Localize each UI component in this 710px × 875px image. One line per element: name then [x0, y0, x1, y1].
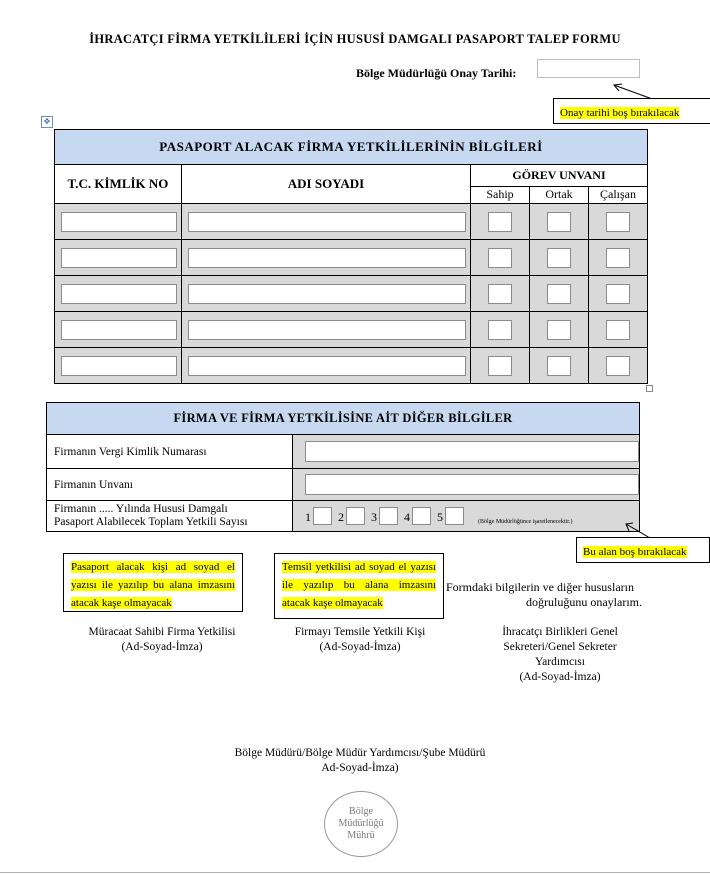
table1-header: PASAPORT ALACAK FİRMA YETKİLİLERİNİN BİLGİLERİ — [55, 130, 648, 165]
table-row — [55, 276, 648, 312]
approval-date-label: Bölge Müdürlüğü Onay Tarihi: — [356, 66, 517, 80]
applicant-note-text: Pasaport alacak kişi ad soyad el yazısı ile yazılıp bu alana imzasını atacak kaşe olmayacak — [71, 561, 235, 609]
representative-note-box — [274, 553, 444, 619]
name-input[interactable] — [188, 284, 466, 304]
table-resize-handle[interactable] — [646, 385, 653, 392]
representative-signature — [270, 625, 450, 655]
company-title-label: Firmanın Unvanı — [47, 469, 293, 501]
name-input[interactable] — [188, 356, 466, 376]
form-title: İHRACATÇI FİRMA YETKİLİLERİ İÇİN HUSUSİ DAMGALI PASAPORT TALEP FORMU — [89, 32, 621, 46]
tc-input[interactable] — [61, 248, 177, 268]
tax-id-label: Firmanın Vergi Kimlik Numarası — [47, 435, 293, 469]
partner-checkbox[interactable] — [547, 320, 571, 340]
union-signature-l2: Sekreteri/Genel Sekreter — [503, 641, 617, 653]
tax-id-input[interactable] — [305, 441, 639, 462]
director-signature-sub: Ad-Soyad-İmza) — [321, 762, 399, 774]
union-signature-l1: İhracatçı Birlikleri Genel — [502, 626, 618, 638]
union-signature — [480, 625, 640, 685]
seal-line3: Mührü — [347, 830, 375, 841]
tc-input[interactable] — [61, 320, 177, 340]
employee-checkbox[interactable] — [606, 212, 630, 232]
empty-note-text: Bu alan boş bırakılacak — [583, 546, 687, 558]
employee-checkbox[interactable] — [606, 284, 630, 304]
col-tc-header: T.C. KİMLİK NO — [55, 165, 182, 204]
partner-checkbox[interactable] — [547, 356, 571, 376]
authorized-count-label-line1: Firmanın ..... Yılında Hususi Damgalı — [54, 503, 228, 515]
owner-checkbox[interactable] — [488, 284, 512, 304]
count-option-1-checkbox[interactable] — [313, 507, 332, 525]
count-option-label: 2 — [338, 510, 344, 524]
applicant-signature-title: Müracaat Sahibi Firma Yetkilisi — [88, 626, 236, 638]
name-input[interactable] — [188, 320, 466, 340]
tc-input[interactable] — [61, 284, 177, 304]
passport-holders-table — [54, 129, 648, 384]
owner-checkbox[interactable] — [488, 356, 512, 376]
union-signature-l3: Yardımcısı — [535, 656, 585, 668]
name-input[interactable] — [188, 212, 466, 232]
name-input[interactable] — [188, 248, 466, 268]
count-note: (Bölge Müdürlüğünce işaretlenecektir.) — [478, 519, 573, 525]
director-signature — [160, 746, 560, 776]
representative-signature-sub: (Ad-Soyad-İmza) — [319, 641, 401, 653]
authorized-count-label-line2: Pasaport Alabilecek Toplam Yetkili Sayısı — [54, 516, 248, 528]
table2-header: FİRMA VE FİRMA YETKİLİSİNE AİT DİĞER BİLGİLER — [47, 403, 640, 435]
employee-checkbox[interactable] — [606, 248, 630, 268]
employee-checkbox[interactable] — [606, 320, 630, 340]
confirm-line1: Formdaki bilgilerin ve diğer hususların — [446, 580, 634, 594]
representative-signature-title: Firmayı Temsile Yetkili Kişi — [294, 626, 426, 638]
approval-date-field[interactable] — [537, 59, 640, 78]
owner-checkbox[interactable] — [488, 248, 512, 268]
count-option-label: 1 — [305, 510, 311, 524]
authorized-count-options — [293, 507, 639, 525]
count-option-4-checkbox[interactable] — [412, 507, 431, 525]
move-handle-icon[interactable]: ✥ — [41, 116, 53, 128]
approval-note-text: Onay tarihi boş bırakılacak — [560, 107, 680, 119]
count-option-3-checkbox[interactable] — [379, 507, 398, 525]
company-title-input[interactable] — [305, 474, 639, 495]
count-option-label: 5 — [437, 510, 443, 524]
applicant-signature — [62, 625, 262, 655]
empty-note-callout — [576, 537, 710, 563]
regional-directorate-seal — [324, 791, 398, 857]
applicant-signature-sub: (Ad-Soyad-İmza) — [121, 641, 203, 653]
duty-partner-header: Ortak — [530, 186, 589, 203]
table-row — [55, 312, 648, 348]
count-option-5-checkbox[interactable] — [445, 507, 464, 525]
count-option-label: 3 — [371, 510, 377, 524]
owner-checkbox[interactable] — [488, 320, 512, 340]
tc-input[interactable] — [61, 356, 177, 376]
partner-checkbox[interactable] — [547, 212, 571, 232]
authorized-count-label — [47, 501, 293, 532]
page-bottom-divider — [0, 872, 710, 873]
count-option-label: 4 — [404, 510, 410, 524]
tc-input[interactable] — [61, 212, 177, 232]
seal-line1: Bölge — [349, 806, 373, 817]
company-info-table — [46, 402, 640, 532]
table-row — [55, 348, 648, 384]
partner-checkbox[interactable] — [547, 284, 571, 304]
representative-note-text: Temsil yetkilisi ad soyad el yazısı ile yazılıp bu alana imzasını atacak kaşe olmayacak — [282, 561, 436, 609]
employee-checkbox[interactable] — [606, 356, 630, 376]
count-option-2-checkbox[interactable] — [346, 507, 365, 525]
duty-owner-header: Sahip — [471, 186, 530, 203]
director-signature-title: Bölge Müdürü/Bölge Müdür Yardımcısı/Şube Müdürü — [234, 747, 486, 759]
confirm-line2: doğruluğunu onaylarım. — [526, 595, 642, 609]
table-row — [55, 240, 648, 276]
col-name-header: ADI SOYADI — [182, 165, 471, 204]
owner-checkbox[interactable] — [488, 212, 512, 232]
applicant-note-box — [63, 553, 243, 612]
col-duty-header: GÖREV UNVANI — [471, 165, 648, 187]
approval-note-callout — [553, 98, 710, 124]
union-signature-l4: (Ad-Soyad-İmza) — [519, 671, 601, 683]
table-row — [55, 204, 648, 240]
seal-line2: Müdürlüğü — [338, 818, 384, 829]
partner-checkbox[interactable] — [547, 248, 571, 268]
duty-employee-header: Çalışan — [589, 186, 648, 203]
